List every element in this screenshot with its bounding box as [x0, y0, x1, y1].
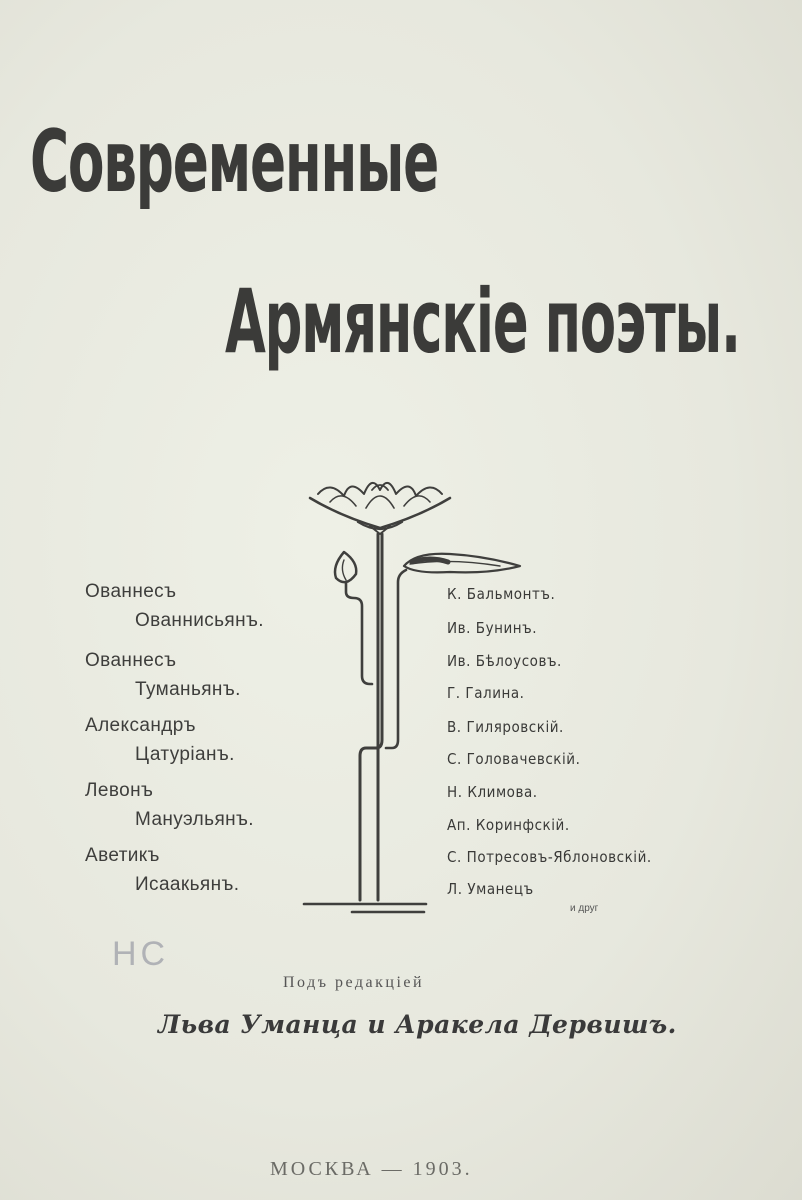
translator-name: Г. Галина.: [447, 684, 525, 702]
translator-name: К. Бальмонтъ.: [447, 585, 556, 603]
translator-name: Н. Климова.: [447, 783, 538, 801]
poet-last-name: Мануэльянъ.: [135, 809, 254, 830]
translator-name: С. Потресовъ-Яблоновскій.: [447, 848, 652, 866]
title-line-1: Современные: [30, 112, 439, 212]
editors-names: Льва Уманца и Аракела Дервишъ.: [158, 1010, 677, 1039]
translator-name: Л. Уманецъ: [447, 880, 534, 898]
imprint: МОСКВА — 1903.: [270, 1158, 473, 1180]
lotus-ornament-icon: [300, 470, 530, 920]
and-others-note: и друг: [570, 903, 599, 914]
translator-name: С. Головачевскій.: [447, 750, 581, 768]
editor-label: Подъ редакціей: [283, 974, 425, 991]
translator-name: В. Гиляровскій.: [447, 718, 564, 736]
poet-first-name: Левонъ: [85, 780, 154, 801]
poet-first-name: Ованнесъ: [85, 581, 177, 602]
handwritten-mark: НС: [112, 935, 170, 973]
poet-first-name: Александръ: [85, 715, 196, 736]
translator-name: Ив. Бѣлоусовъ.: [447, 652, 562, 670]
translator-name: Ап. Коринфскій.: [447, 816, 570, 834]
title-line-2: Армянскіе поэты.: [225, 270, 740, 373]
poet-last-name: Исаакьянъ.: [135, 874, 240, 895]
poet-last-name: Цатуріанъ.: [135, 744, 235, 765]
poet-last-name: Ованнисьянъ.: [135, 610, 264, 631]
poet-first-name: Ованнесъ: [85, 650, 177, 671]
poet-last-name: Туманьянъ.: [135, 679, 241, 700]
translator-name: Ив. Бунинъ.: [447, 619, 538, 637]
poet-first-name: Аветикъ: [85, 845, 160, 866]
